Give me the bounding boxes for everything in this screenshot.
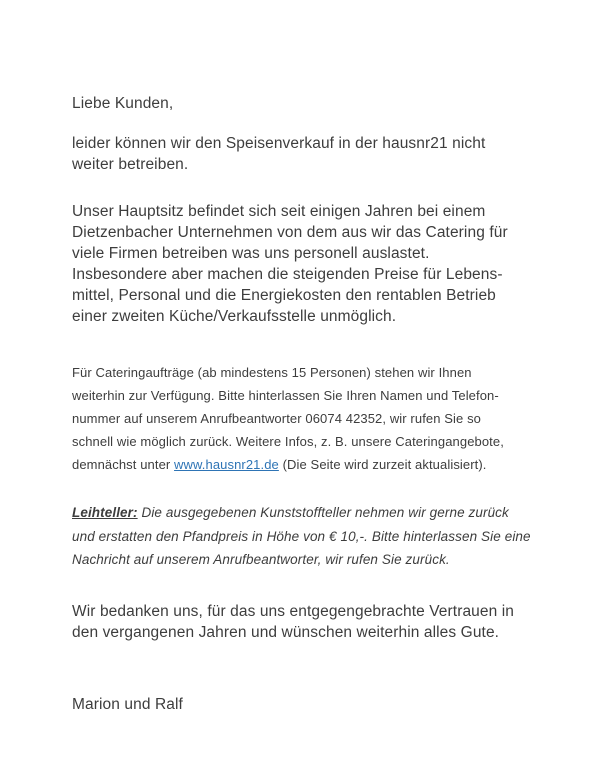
text-line: Wir bedanken uns, für das uns entgegengebrachte Vertrauen in — [72, 603, 515, 620]
signature-text: Marion und Ralf — [72, 696, 183, 713]
paragraph-thanks — [72, 601, 514, 643]
text-line-with-link — [72, 453, 504, 476]
text-line: Für Cateringaufträge (ab mindestens 15 Personen) stehen wir Ihnen — [72, 365, 472, 380]
leihteller-line1-rest: Die ausgegebenen Kunststoffteller nehmen wir gerne zurück — [137, 505, 509, 520]
text-line: Insbesondere aber machen die steigenden Preise für Lebens- — [72, 266, 503, 283]
text-line: Dietzenbacher Unternehmen von dem aus wir das Catering für — [72, 224, 508, 241]
paragraph-leihteller — [72, 501, 531, 572]
text-line: Unser Hauptsitz befindet sich seit einigen Jahren bei einem — [72, 203, 486, 220]
text-line: den vergangenen Jahren und wünschen weiterhin alles Gute. — [72, 624, 500, 641]
text-line: nummer auf unserem Anrufbeantworter 06074 42352, wir rufen Sie so — [72, 411, 482, 426]
paragraph-headquarters — [72, 201, 508, 327]
leihteller-label: Leihteller: — [72, 505, 138, 520]
salutation — [72, 93, 173, 114]
hausnr21-website-link[interactable]: www.hausnr21.de — [174, 457, 279, 472]
text-line: Nachricht auf unserem Anrufbeantworter, wir rufen Sie zurück. — [72, 552, 450, 567]
text-line: einer zweiten Küche/Verkaufsstelle unmöglich. — [72, 308, 397, 325]
text-after-link: (Die Seite wird zurzeit aktualisiert). — [278, 457, 487, 472]
paragraph-announcement — [72, 133, 485, 175]
paragraph-catering-info — [72, 361, 504, 476]
salutation-text: Liebe Kunden, — [72, 95, 174, 112]
text-before-link: demnächst unter — [72, 457, 175, 472]
text-line — [72, 501, 531, 525]
text-line: mittel, Personal und die Energiekosten den rentablen Betrieb — [72, 287, 496, 304]
text-line: schnell wie möglich zurück. Weitere Infos, z. B. unsere Cateringangebote, — [72, 434, 504, 449]
text-line: und erstatten den Pfandpreis in Höhe von € 10,-. Bitte hinterlassen Sie eine — [72, 528, 531, 544]
text-line: leider können wir den Speisenverkauf in der hausnr21 nicht — [72, 135, 486, 152]
text-line: viele Firmen betreiben was uns personell auslastet. — [72, 245, 430, 262]
text-line: weiterhin zur Verfügung. Bitte hinterlassen Sie Ihren Namen und Telefon- — [72, 388, 499, 403]
signature — [72, 694, 183, 715]
text-line: weiter betreiben. — [72, 156, 189, 173]
